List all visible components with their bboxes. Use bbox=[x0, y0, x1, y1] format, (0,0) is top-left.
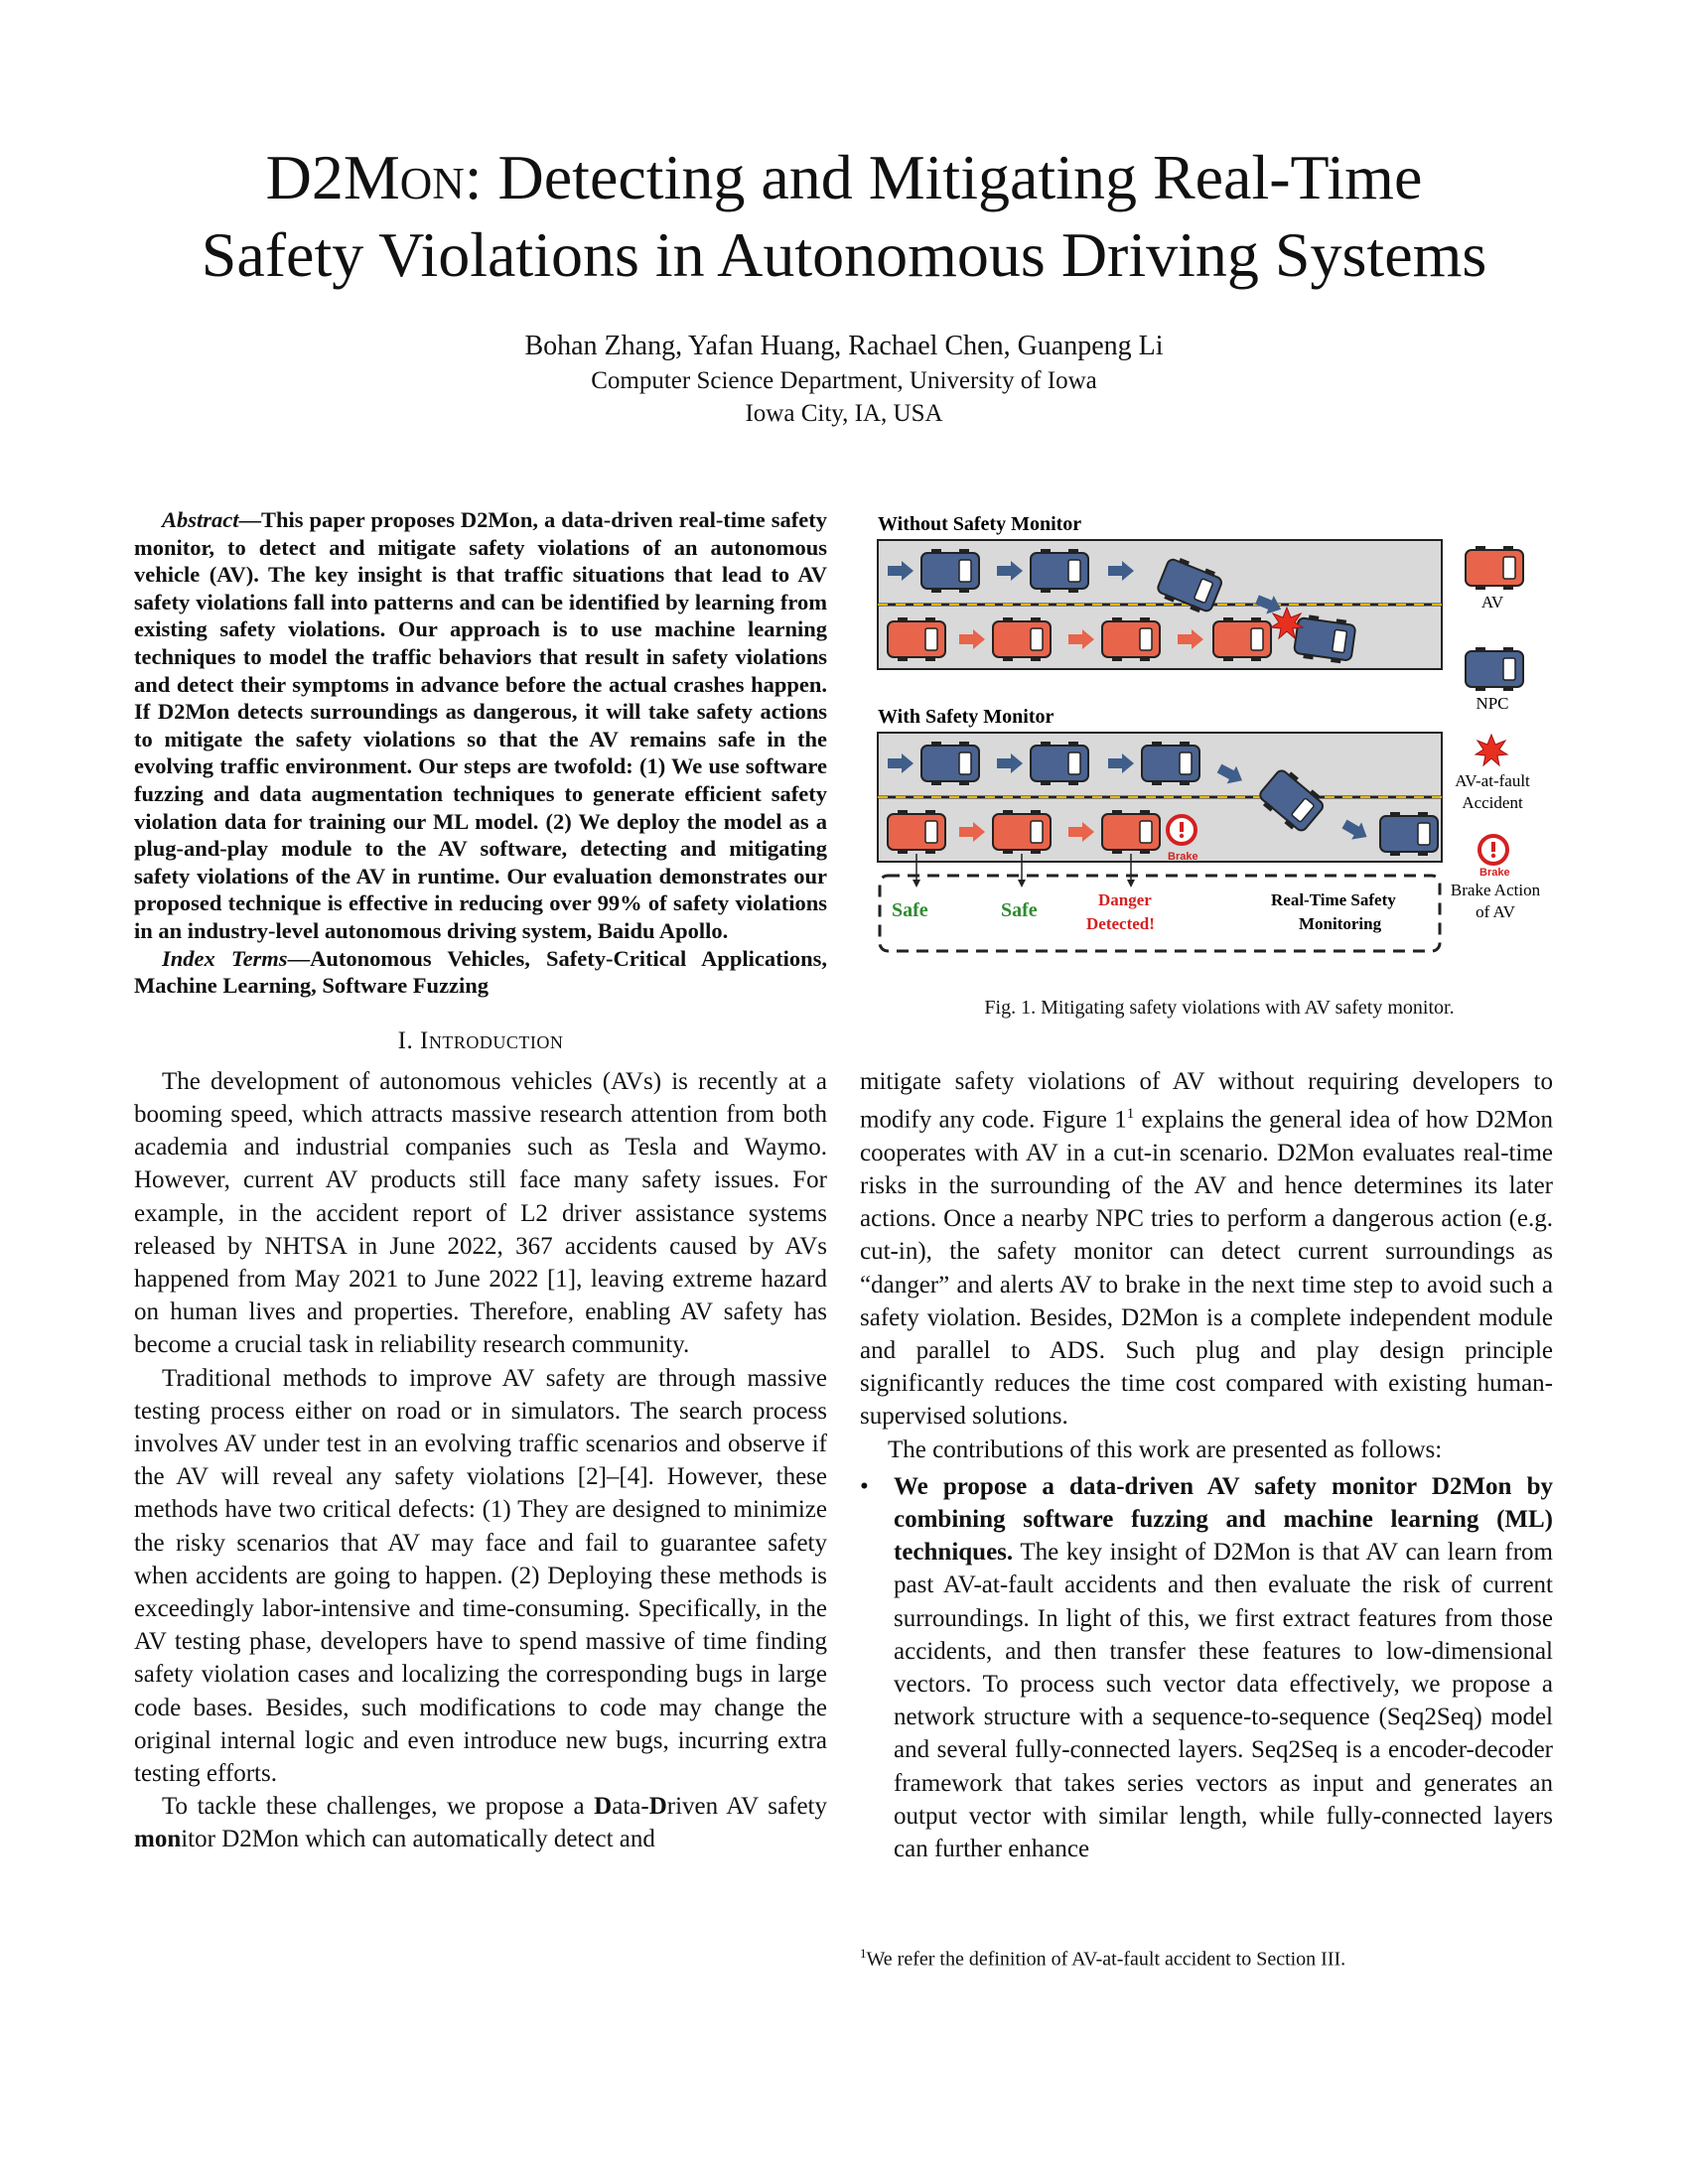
index-terms bbox=[134, 945, 827, 1000]
right-paragraph-1-a: mitigate safety violations of AV without requiring developers to modify any code. Figure 1 bbox=[860, 1068, 1553, 1134]
para3-part-a: To tackle these challenges, we propose a bbox=[162, 1793, 595, 1821]
intro-paragraph-3 bbox=[134, 1790, 827, 1855]
title-line-1 bbox=[99, 139, 1589, 216]
brake-tag: Brake bbox=[1168, 851, 1198, 863]
intro-paragraph-2: Traditional methods to improve AV safety are through massive testing process either on road or in simulators. The search process involves AV under test in an evolving traffic scenarios and observe if the AV will reveal any safety violations [2]–[4]. However, these methods have two critical defects: (1) They are designed to minimize the risky scenarios that AV may face and fail to guarantee safety when accidents are going to happen. (2) Deploying these methods is exceedingly labor-intensive and time-consuming. Specifically, in the AV testing phase, developers have to spend massive of time finding safety violation cases and localizing the corresponding bugs in large code bases. Besides, such modifications to code may change the original internal logic and even introduce new bugs, incurring extra testing efforts. bbox=[134, 1364, 827, 1787]
affiliation-city: Iowa City, IA, USA bbox=[745, 400, 943, 427]
figure-1 bbox=[872, 506, 1567, 1020]
legend-accident-label-2: Accident bbox=[1462, 793, 1523, 812]
contribution-bold: We propose a data-driven AV safety monitor D2Mon by combining software fuzzing and machine learning (ML) techniques. bbox=[894, 1472, 1553, 1567]
para3-part-c: ata- bbox=[612, 1793, 649, 1821]
safe-label-2: Safe bbox=[1001, 899, 1038, 921]
intro-paragraph-1: The development of autonomous vehicles (AVs) is recently at a booming speed, which attracts massive research attention from both academia and industrial companies such as Tesla and Waymo. However, current AV products still face many safety issues. For example, in the accident report of L2 driver assistance systems released by NHTSA in June 2022, 367 accidents caused by AVs happened from May 2021 to June 2022 [1], leaving extreme hazard on human lives and properties. Therefore, enabling AV safety has become a crucial task in reliability research community. bbox=[134, 1067, 827, 1359]
footnote-text: We refer the definition of AV-at-fault accident to Section III. bbox=[866, 1948, 1346, 1971]
label-without-monitor: Without Safety Monitor bbox=[878, 513, 1082, 535]
section-title: Introduction bbox=[420, 1026, 564, 1054]
title-line-1-text: : Detecting and Mitigating Real-Time bbox=[464, 142, 1423, 212]
abstract-label: Abstract bbox=[162, 507, 239, 532]
author-list: Bohan Zhang, Yafan Huang, Rachael Chen, Guanpeng Li bbox=[524, 331, 1164, 361]
contribution-bullet-1 bbox=[860, 1470, 1553, 1865]
legend-accident-icon bbox=[1476, 735, 1507, 765]
safe-label-1: Safe bbox=[892, 899, 928, 921]
index-terms-text: —Autonomous Vehicles, Safety-Critical Applications, Machine Learning, Software Fuzzing bbox=[134, 945, 827, 999]
legend-npc-icon bbox=[1466, 647, 1523, 691]
abstract-text: —This paper proposes D2Mon, a data-driven real-time safety monitor, to detect and mitigate safety violations of an autonomous vehicle (AV). The key insight is that traffic situations that lead to AV safety violations fall into patterns and can be identified by learning from existing safety violations. Our approach is to use machine learning techniques to model the traffic behaviors that result in safety violations and detect their symptoms in advance before the actual crashes happen. If D2Mon detects surroundings as dangerous, it will take safety actions to mitigate the safety violations so that the AV remains safe in the evolving traffic environment. Our steps are twofold: (1) We use software fuzzing and data augmentation techniques to generate efficient safety violation data for training our ML model. (2) We deploy the model as a plug-and-play module to the AV software, detecting and mitigating safety violations of the AV in runtime. Our evaluation demonstrates our proposed technique is effective in reducing over 99% of safety violations in an industry-level autonomous driving system, Baidu Apollo. bbox=[134, 507, 827, 943]
realtime-label-2: Monitoring bbox=[1299, 914, 1382, 933]
danger-label-2: Detected! bbox=[1086, 914, 1155, 933]
legend-npc-label: NPC bbox=[1476, 694, 1509, 713]
right-paragraph-1-b: explains the general idea of how D2Mon cooperates with AV in a cut-in scenario. D2Mon evaluates real-time risks in the surrounding of the AV and hence determines its later actions. Once a nearby NPC tries to perform a dangerous action (e.g. cut-in), the safety monitor can detect current surroundings as “danger” and alerts AV to brake in the next time step to avoid such a safety violation. Besides, D2Mon is a complete independent module and parallel to ADS. Such plug and play design principle significantly reduces the time cost compared with existing human-supervised solutions. bbox=[860, 1106, 1554, 1431]
danger-label-1: Danger bbox=[1098, 890, 1152, 909]
contributions-intro: The contributions of this work are presented as follows: bbox=[888, 1435, 1443, 1463]
legend-brake-label-2: of AV bbox=[1476, 902, 1515, 921]
figure-1-caption: Fig. 1. Mitigating safety violations with AV safety monitor. bbox=[984, 997, 1455, 1019]
figure-1-diagram bbox=[872, 506, 1567, 983]
paper-title bbox=[99, 139, 1589, 294]
system-name: D2Mon bbox=[265, 142, 465, 212]
contribution-detail: The key insight of D2Mon is that AV can learn from past AV-at-fault accidents and then evaluate the risk of current surroundings. In light of this, we first extract features from those accidents, and then transfer these features to low-dimensional vectors. To process such vector data effectively, we propose a network structure with a sequence-to-sequence (Seq2Seq) model and several fully-connected layers. Seq2Seq is a encoder-decoder framework that takes series vectors as input and generates an output vector with similar length, while fully-connected layers can further enhance bbox=[894, 1539, 1553, 1862]
legend-brake-icon bbox=[1479, 836, 1507, 864]
right-paragraph-1 bbox=[860, 1065, 1553, 1433]
bullet-dot: • bbox=[860, 1472, 869, 1500]
legend-accident-label-1: AV-at-fault bbox=[1455, 771, 1530, 790]
abstract bbox=[134, 506, 827, 945]
legend-av-label: AV bbox=[1480, 593, 1504, 612]
para3-part-e: itor D2Mon which can automatically detect and bbox=[181, 1826, 655, 1853]
affiliation-dept: Computer Science Department, University of Iowa bbox=[591, 367, 1097, 394]
footnote-mark: 1 bbox=[860, 1946, 867, 1961]
section-number: I. bbox=[397, 1026, 414, 1054]
title-line-2: Safety Violations in Autonomous Driving Systems bbox=[201, 219, 1487, 290]
contribution-text bbox=[894, 1470, 1553, 1865]
footnote-ref: 1 bbox=[1126, 1106, 1135, 1123]
left-column bbox=[134, 506, 827, 1856]
para3-bold-mon: mon bbox=[134, 1826, 182, 1853]
label-with-monitor: With Safety Monitor bbox=[878, 706, 1055, 728]
legend-av-icon bbox=[1466, 546, 1523, 590]
legend-brake-tag: Brake bbox=[1479, 867, 1510, 879]
section-heading-introduction bbox=[134, 1027, 827, 1055]
para3-bold-d1: D bbox=[594, 1793, 613, 1821]
para3-part-d: riven AV safety bbox=[666, 1793, 827, 1821]
monitoring-region bbox=[880, 876, 1440, 951]
right-column bbox=[860, 1065, 1553, 1865]
para3-bold-d2: D bbox=[648, 1793, 667, 1821]
footnote bbox=[860, 1946, 1553, 1972]
legend-brake-label-1: Brake Action bbox=[1450, 881, 1541, 899]
realtime-label-1: Real-Time Safety bbox=[1271, 890, 1396, 909]
index-terms-label: Index Terms bbox=[162, 945, 288, 971]
